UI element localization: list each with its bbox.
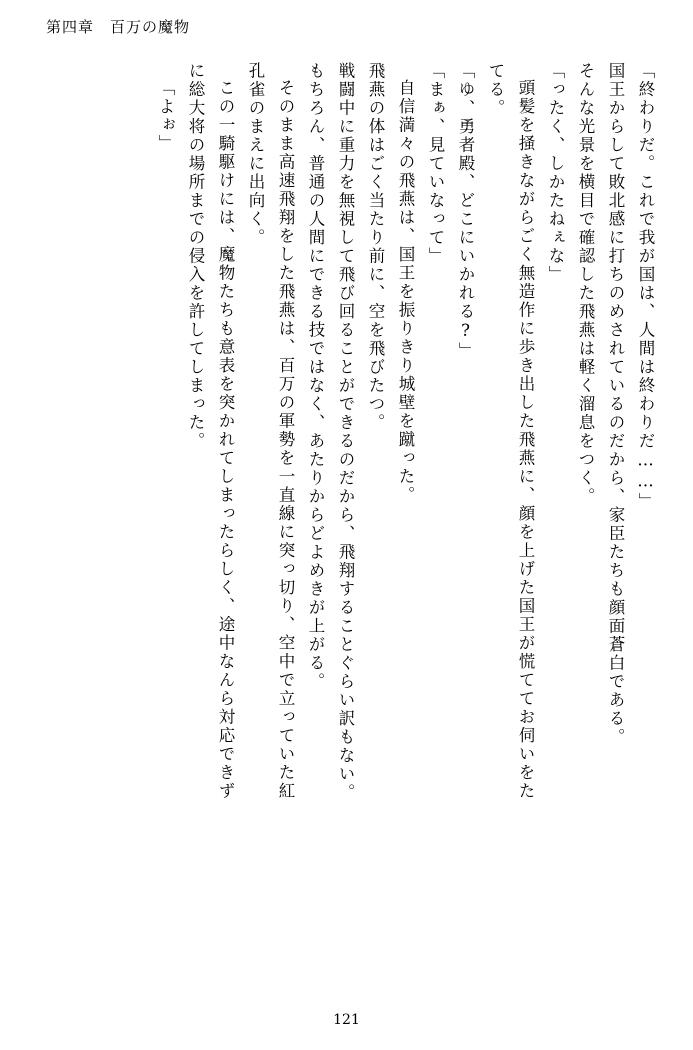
page-number: 121 bbox=[333, 1012, 360, 1028]
body-text bbox=[40, 62, 653, 992]
text-column: この一騎駆けには、魔物たちも意表を突かれてしまったらしく、途中なんら対応できず bbox=[216, 79, 235, 801]
text-column: 戦闘中に重力を無視して飛び回ることができるのだから、飛翔することぐらい訳もない。 bbox=[336, 62, 355, 802]
text-column: てる。 bbox=[486, 62, 505, 118]
text-column: 自信満々の飛燕は、国王を振りきり城壁を蹴った。 bbox=[396, 79, 415, 505]
text-column: そのまま高速飛翔をした飛燕は、百万の軍勢を一直線に突っ切り、空中で立っていた紅 bbox=[276, 79, 295, 801]
text-column: 頭髪を掻きながらごく無造作に歩き出した飛燕に、顔を上げた国王が慌ててお伺いをた bbox=[516, 79, 535, 801]
chapter-number: 第四章 bbox=[46, 18, 95, 36]
chapter-title: 百万の魔物 bbox=[110, 18, 191, 36]
text-column: 孔雀のまえに出向く。 bbox=[246, 62, 265, 247]
text-column: に総大将の場所までの侵入を許してしまった。 bbox=[186, 62, 205, 451]
text-column: 「終わりだ。これで我が国は、人間は終わりだ……」 bbox=[636, 62, 655, 511]
text-column: 「まぁ、見ていなって」 bbox=[426, 62, 445, 266]
text-column: 「ゆ、勇者殿、どこにいかれる?」 bbox=[456, 62, 475, 361]
page-header bbox=[46, 16, 190, 37]
text-column: 「ったく、しかたねぇな」 bbox=[546, 62, 565, 284]
text-column: 「よぉ」 bbox=[156, 79, 175, 153]
text-column: 国王からして敗北感に打ちのめされているのだから、家臣たちも顔面蒼白である。 bbox=[606, 62, 625, 747]
text-column: そんな光景を横目で確認した飛燕は軽く溜息をつく。 bbox=[576, 62, 595, 506]
text-column: もちろん、普通の人間にできる技ではなく、あたりからどよめきが上がる。 bbox=[306, 62, 325, 691]
text-column: 飛燕の体はごく当たり前に、空を飛びたつ。 bbox=[366, 62, 385, 432]
